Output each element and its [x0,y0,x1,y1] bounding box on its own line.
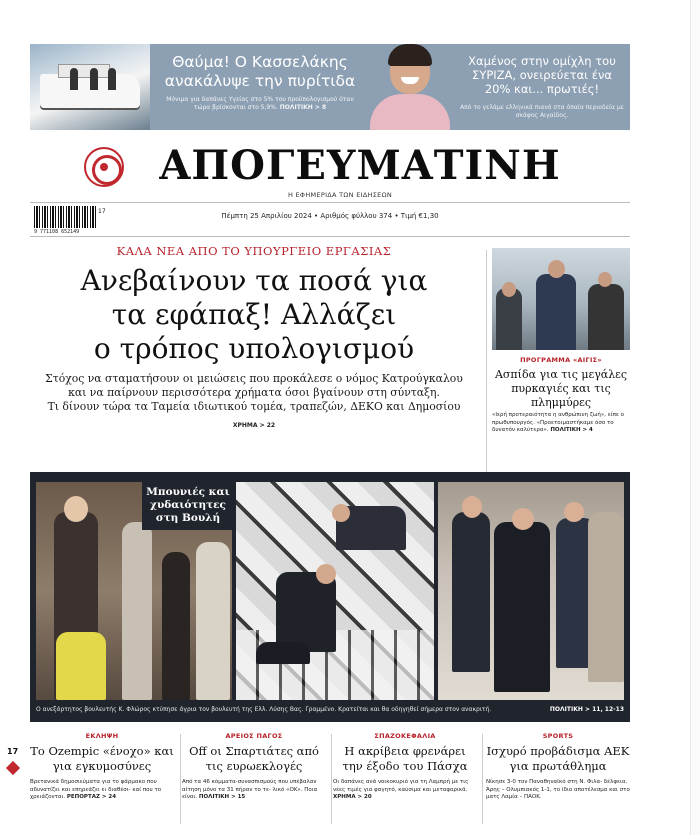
issue-code: 17 [98,208,106,215]
parliament-photo-spread[interactable] [30,472,630,722]
headline-line: ο τρόπος υπολογισμού [93,332,415,365]
yacht-photo [30,44,150,130]
column-divider [180,734,181,824]
figure-shape [256,642,310,664]
bottom-story-headline[interactable]: Το Ozempic «ένοχο» και για εγκυμοσύνες [30,744,174,773]
bottom-story-ref[interactable]: ΡΕΠΟΡΤΑΖ > 24 [66,794,117,800]
figure-shape [536,274,576,350]
photo-panel-middle [236,482,434,700]
diamond-icon [6,761,20,775]
figure-shape [162,552,190,700]
bottom-story-ref[interactable]: ΠΟΛΙΤΙΚΗ > 15 [198,794,246,800]
bottom-story-kicker: ΣΠΑΖΟΚΕΦΑΛΙΑ [374,732,436,740]
bottom-story-headline[interactable]: Η ακρίβεια φρενάρει την έξοδο του Πάσχα [342,744,468,773]
page-number: 17 [7,747,19,756]
main-story-headline[interactable] [30,264,478,366]
main-story-ref[interactable]: ΧΡΗΜΑ > 22 [232,422,276,429]
deck-line: Τι δίνουν τώρα τα Ταμεία ιδιωτικού τομέα, τραπεζών, ΔΕΚΟ και Δημοσίου [47,400,461,413]
bottom-story-text: Νίκησε 3-0 τον Παναθηναϊκό στη Ν. Φιλα- δέλφεια. Άρης – Ολυμπιακός 1-1, το ίδιο αποτέλεσμα και στο ματς Λαμία – ΠΑΟΚ. [486,779,630,800]
barcode-number: 9 771108 652149 [34,229,80,235]
figure-head [512,508,534,530]
figure-shape [496,288,522,350]
boat-cabin [58,64,110,78]
column-shape [196,542,230,700]
column-divider [482,734,483,824]
side-story-ref[interactable]: ΠΟΛΙΤΙΚΗ > 4 [550,427,593,433]
officials-photo [492,248,630,350]
bottom-story-text [30,779,174,802]
main-story-kicker: ΚΑΛΑ ΝΕΑ ΑΠΟ ΤΟ ΥΠΟΥΡΓΕΙΟ ΕΡΓΑΣΙΑΣ [116,244,392,258]
figure-shape [276,572,336,652]
banner-right-headline[interactable]: Χαμένος στην ομίχλη του ΣΥΡΙΖΑ, ονειρεύεται ένα 20% και... πρωτιές! [468,54,616,96]
figure-shape [588,284,624,350]
bottom-story-kicker: SPORTS [542,732,574,740]
figure-head [598,272,612,287]
figure-head [502,282,516,297]
figure-shape [452,512,490,672]
bottom-story-body: Από τα 46 κόμματα-συνασπισμούς που υπέβαλαν αίτηση μόνο τα 31 πήραν το τε- λικό «ΟΚ». Ποια είναι. [182,779,318,800]
person-shape [108,68,116,90]
deck-line: Στόχος να σταματήσουν οι μειώσεις που προκάλεσε ο νόμος Κατρούγκαλου [45,372,463,385]
photo-caption: Ο ανεξάρτητος βουλευτής Κ. Φλώρος κτύπησε άγρια τον βουλευτή της Ελλ. Λύσης Βας. Γραμμένο. Κρατείται και θα οδηγηθεί σήμερα στον ανακριτή. [36,706,492,713]
banner-left-headline[interactable]: Θαύμα! Ο Κασσελάκης ανακάλυψε την πυρίτιδα [164,53,356,90]
wall-shape [588,512,624,682]
front-page [30,36,630,800]
photo-panel-right [438,482,624,700]
banner-right-sub: Από το γελάμε ελληνικά πιανό στα όπαία περιοδεία με σκάφος Αιγαίδος. [460,104,624,119]
portrait-hair [388,44,432,66]
masthead-title[interactable]: ΑΠΟΓΕΥΜΑΤΙΝΗ [159,142,561,189]
main-story-deck [30,372,478,414]
side-story-text [492,412,630,435]
figure-shape [494,522,550,692]
banner-left-sub-text: Μόνιμα για δαπάνες Υγείας στο 5% του προϋπολογισμού όταν τώρα βρίσκονται στο 5,9%. [166,96,354,111]
bottom-story-text [182,779,326,802]
figure-shape [56,632,106,700]
person-shape [90,68,98,90]
side-story-kicker: ΠΡΟΓΡΑΜΜΑ «ΑΙΓΙΣ» [520,356,602,364]
banner-left-sub [162,96,358,112]
person-shape [70,68,78,90]
divider [30,236,630,237]
bottom-story-headline[interactable]: Ισχυρό προβάδισμα ΑΕΚ για πρωτάθλημα [486,744,630,773]
bottom-story-headline[interactable]: Off οι Σπαρτιάτες από τις ευρωεκλογές [189,744,319,773]
side-story-headline[interactable]: Ασπίδα για τις μεγάλες πυρκαγιές και τις πλημμύρες [494,368,628,409]
newspaper-logo-icon [84,147,124,187]
divider [30,202,630,203]
politician-portrait [368,44,452,130]
bottom-story-2[interactable] [182,732,326,802]
bottom-story-4[interactable] [486,732,630,802]
column-shape [122,522,152,700]
bottom-story-text [333,779,477,802]
bottom-story-kicker: ΕΚΛΗΨΗ [85,732,119,740]
barcode-icon [34,206,96,228]
figure-head [548,260,565,278]
figure-head [332,504,350,522]
page-edge [690,0,700,835]
bottom-story-3[interactable] [333,732,477,802]
bottom-story-body: Βρετανικά δημοσιεύματα για το φάρμακο που αδυνατίζει και επηρεάζει ει διαθέσι- καί που το χρειάζονται. [30,779,162,800]
column-divider [331,734,332,824]
top-banner[interactable] [30,44,630,130]
headline-line: Ανεβαίνουν τα ποσά για [80,264,428,297]
headline-line: τα εφάπαξ! Αλλάζει [111,298,397,331]
photo-spread-label[interactable]: Μπουνιές και χυδαιότητες στη Βουλή [146,486,230,524]
banner-left-ref[interactable]: ΠΟΛΙΤΙΚΗ > 8 [279,104,327,111]
bottom-story-kicker: ΑΡΕΙΟΣ ΠΑΓΟΣ [225,732,283,740]
bottom-story-1[interactable] [30,732,174,802]
figure-head [462,496,482,518]
figure-head [316,564,336,584]
photo-caption-ref[interactable]: ΠΟΛΙΤΙΚΗ > 11, 12-13 [549,706,624,713]
side-story-body: «Ιερή προτεραιότητα η ανθρώπινη ζωή», είπε ο πρωθυπουργός. «Προετοιμαστήκαμε όσο το δυνατόν καλύτερα». [492,412,625,433]
column-divider [486,250,487,474]
deck-line: και να παίρνουν περισσότερα χρήματα όσοι βγαίνουν στη σύνταξη. [68,386,440,399]
bottom-story-ref[interactable]: ΧΡΗΜΑ > 20 [333,794,372,800]
masthead-tagline: Η ΕΦΗΜΕΡΙΔΑ ΤΩΝ ΕΙΔΗΣΕΩΝ [287,191,393,199]
portrait-body [370,94,450,130]
figure-head [64,496,88,522]
bottom-story-body: Οι δαπάνες ανά νοικοκυριό για τη Λαμπρή με τις νέες τιμές για φαγητό, καύσιμα και μεταφορικά. [333,779,469,793]
dateline: Πέμπτη 25 Απριλίου 2024 • Αριθμός φύλλου 374 • Τιμή €1,30 [221,212,439,220]
figure-head [564,502,584,522]
